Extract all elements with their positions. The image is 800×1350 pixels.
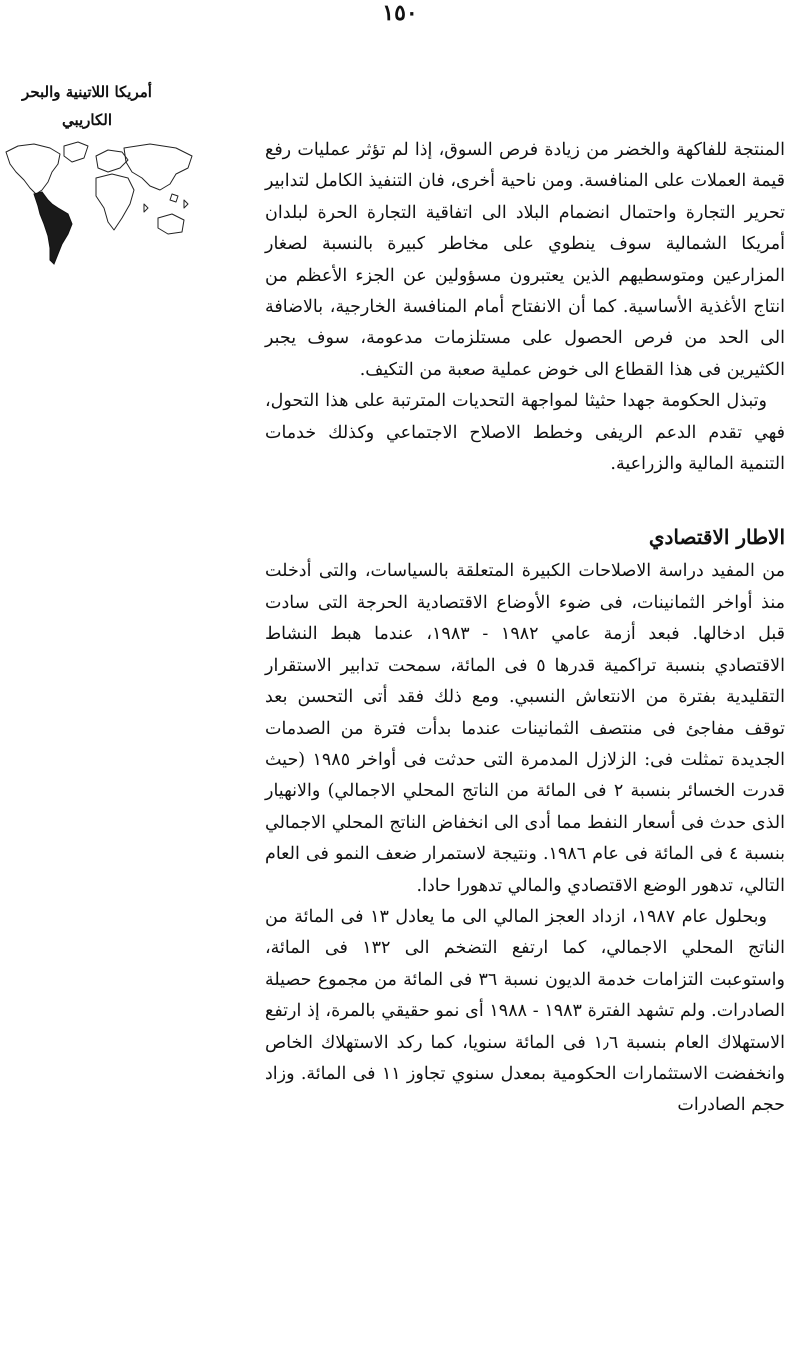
paragraph: من المفيد دراسة الاصلاحات الكبيرة المتعلقة بالسياسات، والتى أدخلت منذ أواخر الثمانينات، فى ضوء الأوضاع الاقتصادية الحرجة التى سادت قبل ادخالها. فبعد أزمة عامي ١٩٨٢ - ١٩٨٣، عندما هبط النشاط الاقتصادي بنسبة تراكمية قدرها ٥ فى المائة، سمحت تدابير الاستقرار التقليدية بفترة من الانتعاش النسبي. ومع ذلك فقد أتى التحسن بعد توقف مفاجئ فى منتصف الثمانينات عندما بدأت فترة من الصدمات الجديدة تمثلت فى: الزلازل المدمرة التى حدثت فى أواخر ١٩٨٥ (حيث قدرت الخسائر بنسبة ٢ فى المائة من الناتج المحلي الاجمالي) والانهيار الذى حدث فى أسعار النفط مما أدى الى انخفاض الناتج المحلي الاجمالي بنسبة ٤ فى المائة فى عام ١٩٨٦. ونتيجة لاستمرار ضعف النمو فى العام التالي، تدهور الوضع الاقتصادي والمالي تدهورا حادا. [265, 561, 786, 896]
main-text [265, 135, 785, 1122]
australia-shape [158, 214, 184, 234]
north-america-shape [6, 144, 60, 194]
asia-shape [124, 144, 192, 190]
sidebar-caption: أمريكا اللاتينية والبحر الكاريبي [22, 83, 152, 129]
section-heading: الاطار الاقتصادي [648, 525, 785, 550]
paragraph: وتبذل الحكومة جهدا حثيثا لمواجهة التحديات المترتبة على هذا التحول، فهي تقدم الدعم الريفى وخطط الاصلاح الاجتماعي وكذلك خدمات التنمية المالية والزراعية. [265, 391, 785, 475]
europe-shape [96, 150, 128, 172]
page-number: ١٥٠ [382, 0, 418, 26]
islands-shape [144, 194, 188, 212]
paragraph: المنتجة للفاكهة والخضر من زيادة فرص السوق، إذا لم تؤثر عمليات رفع قيمة العملات على المنافسة. ومن ناحية أخرى، فان التنفيذ الكامل لتدابير تحرير التجارة واحتمال انضمام البلاد الى اتفاقية التجارة الحرة لبلدان أمريكا الشمالية سوف ينطوي على مخاطر كبيرة بالنسبة لصغار المزارعين ومتوسطيهم الذين يعتبرون مسؤولين عن الجزء الأعظم من انتاج الأغذية الأساسية. كما أن الانفتاح أمام المنافسة الخارجية، بالاضافة الى الحد من فرص الحصول على مستلزمات مدعومة، سوف يجبر الكثيرين فى هذا القطاع الى خوض عملية صعبة من التكيف. [265, 140, 785, 380]
greenland-shape [64, 142, 88, 162]
africa-shape [96, 174, 134, 230]
world-map-icon [4, 138, 194, 268]
latin-america-highlight [34, 192, 72, 264]
paragraph: وبحلول عام ١٩٨٧، ازداد العجز المالي الى ما يعادل ١٣ فى المائة من الناتج المحلي الاجمالي، كما ارتفع التضخم الى ١٣٢ فى المائة، واستوعبت التزامات خدمة الديون نسبة ٣٦ فى المائة من مجموع حصيلة الصادرات. ولم تشهد الفترة ١٩٨٣ - ١٩٨٨ أى نمو حقيقي بالمرة، إذ ارتفع الاستهلاك العام بنسبة ١٫٦ فى المائة سنويا، كما ركد الاستهلاك الخاص وانخفضت الاستثمارات الحكومية بمعدل سنوي تجاوز ١١ فى المائة. وزاد حجم الصادرات [265, 906, 785, 1116]
